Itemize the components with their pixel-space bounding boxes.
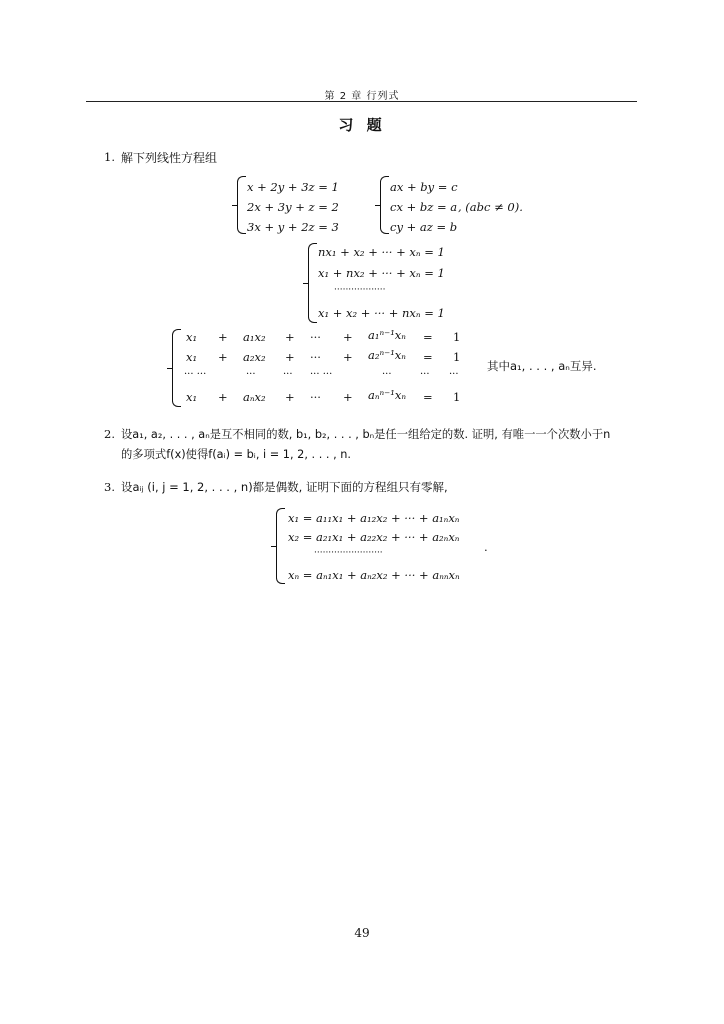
term: x₁ [186,390,198,404]
problem-text-line1: 设a₁, a₂, . . . , aₙ是互不相同的数, b₁, b₂, . . . , bₙ是任一组给定的数. 证明, 有唯一一个次数小于n [121,428,611,441]
operator: + [343,390,353,404]
term: a₁x₂ [243,330,266,344]
equation: x₁ + x₂ + ··· + nxₙ = 1 [318,306,445,320]
equation: nx₁ + x₂ + ··· + xₙ = 1 [318,245,445,259]
term: 1 [453,330,461,344]
equation: x₂ = a₂₁x₁ + a₂₂x₂ + ··· + a₂ₙxₙ [288,530,460,544]
term: a₂ⁿ⁻¹xₙ [368,348,406,362]
left-brace [308,243,317,323]
problem-text-line2: 的多项式f(x)使得f(aᵢ) = bᵢ, i = 1, 2, . . . , n. [121,448,352,461]
section-title: 习 题 [338,116,386,134]
term: ··· [310,350,321,364]
ellipsis: ··· [420,369,430,380]
condition: , (abc ≠ 0). [458,200,523,214]
system-period: . [484,540,488,554]
problem-number: 1. [104,150,115,164]
equation: 3x + y + 2z = 3 [247,220,339,234]
ellipsis: ··· [283,369,293,380]
running-header: 第 2 章 行列式 [324,91,400,102]
operator: = [423,350,433,364]
problem-number: 3. [104,480,115,494]
problem-number: 2. [104,427,115,441]
term: x₁ [186,330,198,344]
distinct-note: 其中a₁, . . . , aₙ互异. [487,359,597,373]
ellipsis: ··· ··· [310,369,333,380]
problem-text: 解下列线性方程组 [121,151,218,165]
operator: + [218,350,228,364]
equation: x₁ = a₁₁x₁ + a₁₂x₂ + ··· + a₁ₙxₙ [288,511,460,525]
equation: x₁ + nx₂ + ··· + xₙ = 1 [318,266,445,280]
ellipsis-row: ·················· [334,285,386,295]
term: ··· [310,390,321,404]
ellipsis: ··· [449,369,459,380]
left-brace [237,176,246,234]
operator: + [343,330,353,344]
operator: + [285,330,295,344]
left-brace [276,508,285,584]
operator: = [423,330,433,344]
header-rule [86,101,637,102]
left-brace [380,176,389,234]
problem-text: 设aᵢⱼ (i, j = 1, 2, . . . , n)都是偶数, 证明下面的方程组只有零解, [121,480,448,494]
operator: + [218,390,228,404]
page-number: 49 [354,926,370,940]
ellipsis-row: ························ [314,548,383,558]
term: 1 [453,350,461,364]
term: a₂x₂ [243,350,266,364]
equation: 2x + 3y + z = 2 [247,200,339,214]
equation: xₙ = aₙ₁x₁ + aₙ₂x₂ + ··· + aₙₙxₙ [288,568,460,582]
operator: = [423,390,433,404]
term: aₙⁿ⁻¹xₙ [368,388,407,402]
ellipsis: ··· [382,369,392,380]
term: x₁ [186,350,198,364]
ellipsis: ··· ··· [184,369,207,380]
term: aₙx₂ [243,390,266,404]
equation: ax + by = c [390,180,458,194]
ellipsis: ··· [246,369,256,380]
operator: + [343,350,353,364]
term: 1 [453,390,461,404]
operator: + [218,330,228,344]
operator: + [285,390,295,404]
term: a₁ⁿ⁻¹xₙ [368,328,406,342]
left-brace [172,329,181,407]
term: ··· [310,330,321,344]
equation: x + 2y + 3z = 1 [247,180,339,194]
equation: cy + az = b [390,220,458,234]
operator: + [285,350,295,364]
equation: cx + bz = a [390,200,458,214]
